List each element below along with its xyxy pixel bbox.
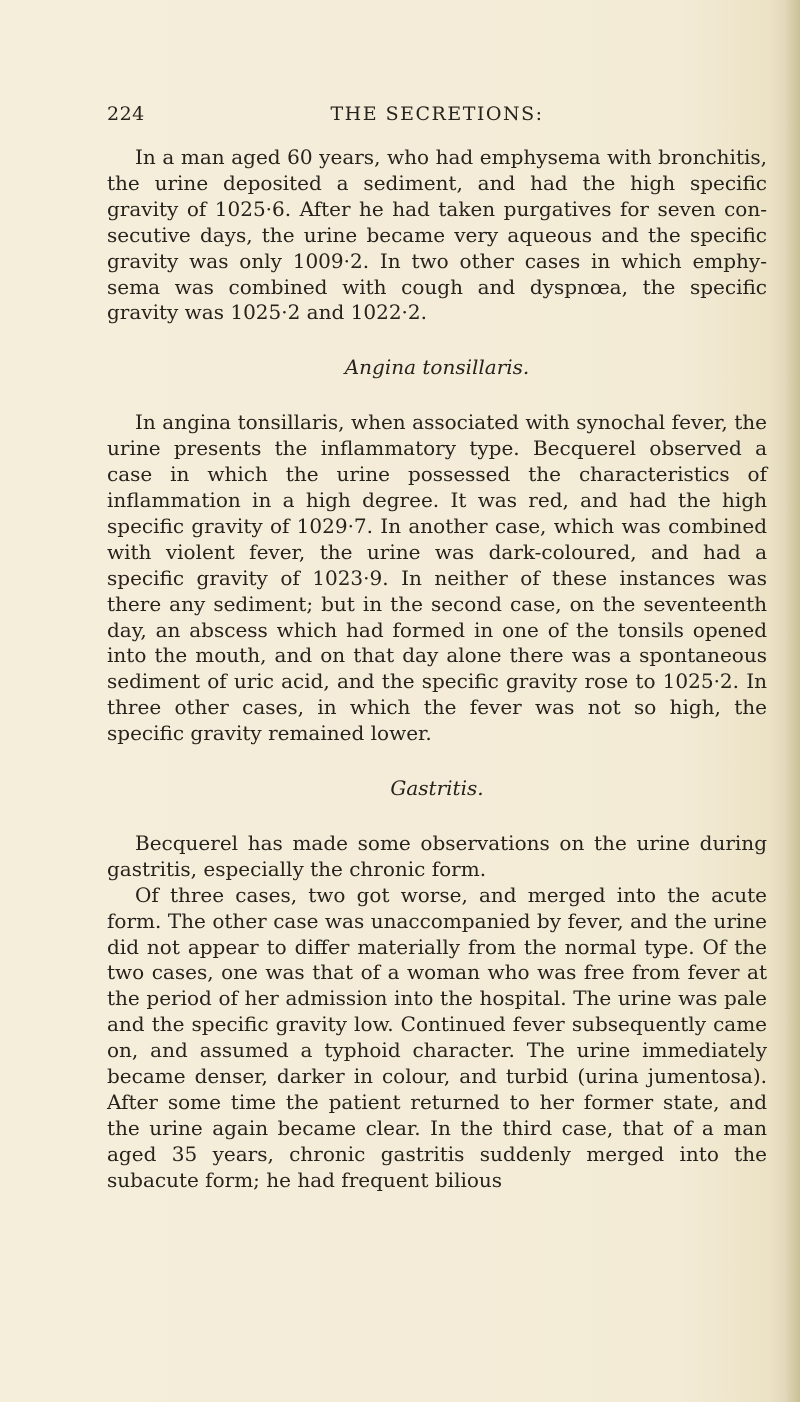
body-text xyxy=(107,145,767,1194)
running-head xyxy=(107,103,767,133)
section-heading-angina: Angina tonsillaris. xyxy=(344,355,530,380)
section-gap xyxy=(107,381,767,410)
section-gap xyxy=(107,747,767,776)
paragraph-gastritis-cases: Of three cases, two got worse, and merged into the acute form. The other case was unaccompanied by fever, and the urine did not appear to differ materially from the normal type. Of the two cases, one was that of a woman who was free from fever at the period of her admission into the hospital. The urine was pale and the specific gravity low. Continued fever subsequently came on, and assumed a typhoid character. The urine immediately became denser, darker in colour, and turbid (urina jumentosa). After some time the patient returned to her former state, and the urine again became clear. In the third case, that of a man aged 35 years, chronic gastritis suddenly merged into the subacute form; he had frequent bilious xyxy=(107,882,767,1192)
page-edge-shadow xyxy=(786,0,800,1402)
running-title: THE SECRETIONS: xyxy=(330,103,544,125)
section-heading-gastritis: Gastritis. xyxy=(390,776,484,801)
paragraph-gastritis-intro: Becquerel has made some observations on the urine during gastritis, especially the chronic form. xyxy=(107,830,767,881)
paragraph-angina: In angina tonsillaris, when associated with synochal fever, the urine presents the inflammatory type. Becquerel observed a case in which the urine possessed the characteristics of inflammation in a high degree. It was red, and had the high specific gravity of 1029·7. In another case, which was combined with violent fever, the urine was dark-coloured, and had a specific gravity of 1023·9. In neither of these instances was there any sediment; but in the second case, on the seventeenth day, an abscess which had formed in one of the tonsils opened into the mouth, and on that day alone there was a spontaneous sediment of uric acid, and the specific gravity rose to 1025·2. In three other cases, in which the fever was not so high, the specific gravity remained lower. xyxy=(107,410,767,746)
page-number: 224 xyxy=(107,103,145,125)
paragraph-emphysema: In a man aged 60 years, who had emphysema with bronchitis, the urine deposited a sediment, and had the high specific gravity of 1025·6. After he had taken purgatives for seven consecutive days, the urine became very aqueous and the specific gravity was only 1009·2. In two other cases in which emphysema was combined with cough and dyspnœa, the specific gravity was 1025·2 and 1022·2. xyxy=(107,145,767,325)
section-gap xyxy=(107,326,767,355)
section-gap xyxy=(107,802,767,831)
